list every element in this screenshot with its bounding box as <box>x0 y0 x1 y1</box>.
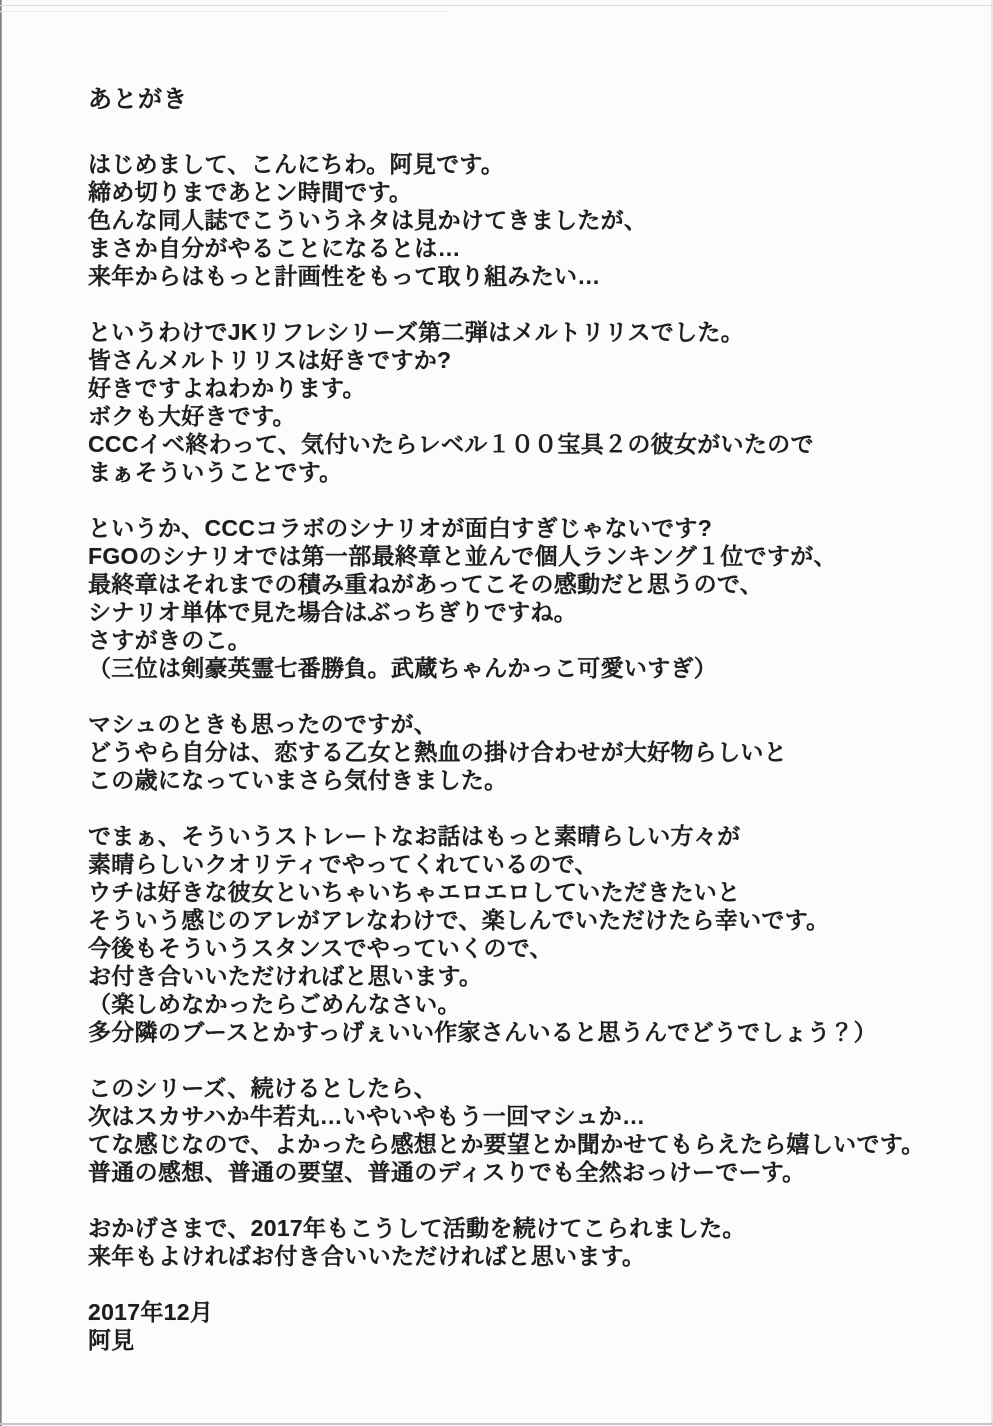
text-line: 多分隣のブースとかすっげぇいい作家さんいると思うんでどうでしょう？） <box>88 1019 877 1045</box>
text-line: （三位は剣豪英霊七番勝負。武蔵ちゃんかっこ可愛いすぎ） <box>88 655 718 681</box>
text-line: 色んな同人誌でこういうネタは見かけてきましたが、 <box>88 207 648 233</box>
text-line: 最終章はそれまでの積み重ねがあってこその感動だと思うので、 <box>88 571 764 597</box>
text-line: 好きですよねわかります。 <box>88 375 366 401</box>
text-line: はじめまして、こんにちわ。阿見です。 <box>88 151 505 177</box>
page-title: あとがき <box>88 86 188 113</box>
text-line: というわけでJKリフレシリーズ第二弾はメルトリリスでした。 <box>88 319 744 345</box>
paragraph <box>88 318 948 486</box>
text-line: さすがきのこ。 <box>88 627 252 653</box>
text-line: 締め切りまであとン時間です。 <box>88 179 413 205</box>
paragraph <box>88 1074 948 1186</box>
text-line: 次はスカサハか牛若丸…いやいやもう一回マシュか… <box>88 1103 646 1129</box>
paragraph <box>88 1298 948 1354</box>
text-line: 今後もそういうスタンスでやっていくので、 <box>88 935 553 961</box>
text-line: そういう感じのアレがアレなわけで、楽しんでいただけたら幸いです。 <box>88 907 830 933</box>
text-line: 素晴らしいクオリティでやってくれているので、 <box>88 851 598 877</box>
afterword-body <box>88 150 948 1354</box>
text-line: どうやら自分は、恋する乙女と熱血の掛け合わせが大好物らしいと <box>88 739 787 765</box>
text-line: ウチは好きな彼女といちゃいちゃエロエロしていただきたいと <box>88 879 741 905</box>
text-line: 来年もよければお付き合いいただければと思います。 <box>88 1243 646 1269</box>
text-line: まさか自分がやることになるとは… <box>88 235 461 261</box>
scan-edge-top-faint <box>0 11 447 12</box>
text-line: てな感じなので、よかったら感想とか要望とか聞かせてもらえたら嬉しいです。 <box>88 1131 925 1157</box>
text-line: シナリオ単体で見た場合はぶっちぎりですね。 <box>88 599 578 625</box>
text-line: （楽しめなかったらごめんなさい。 <box>88 991 461 1017</box>
text-line: ボクも大好きです。 <box>88 403 296 429</box>
paragraph <box>88 710 948 794</box>
scan-edge-left <box>0 0 2 1426</box>
text-line: まぁそういうことです。 <box>88 459 343 485</box>
text-line: 阿見 <box>88 1327 135 1353</box>
text-line: FGOのシナリオでは第一部最終章と並んで個人ランキング１位ですが、 <box>88 543 837 569</box>
text-line: おかげさまで、2017年もこうして活動を続けてこられました。 <box>88 1215 746 1241</box>
text-line: 普通の感想、普通の要望、普通のディスりでも全然おっけーでーす。 <box>88 1159 806 1185</box>
text-line: マシュのときも思ったのですが、 <box>88 711 438 737</box>
text-line: 皆さんメルトリリスは好きですか? <box>88 347 452 373</box>
paragraph <box>88 150 948 290</box>
afterword-content <box>88 86 948 1382</box>
text-line: この歳になっていまさら気付きました。 <box>88 767 508 793</box>
scan-edge-top <box>0 5 993 6</box>
paragraph <box>88 1214 948 1270</box>
text-line: このシリーズ、続けるとしたら、 <box>88 1075 438 1101</box>
text-line: でまぁ、そういうストレートなお話はもっと素晴らしい方々が <box>88 823 741 849</box>
text-line: 2017年12月 <box>88 1299 214 1325</box>
text-line: 来年からはもっと計画性をもって取り組みたい… <box>88 263 601 289</box>
text-line: CCCイベ終わって、気付いたらレベル１００宝具２の彼女がいたので <box>88 431 814 457</box>
paragraph <box>88 514 948 682</box>
scan-edge-bottom <box>0 1423 993 1425</box>
paragraph <box>88 822 948 1046</box>
text-line: というか、CCCコラボのシナリオが面白すぎじゃないです? <box>88 515 713 541</box>
text-line: お付き合いいただければと思います。 <box>88 963 483 989</box>
